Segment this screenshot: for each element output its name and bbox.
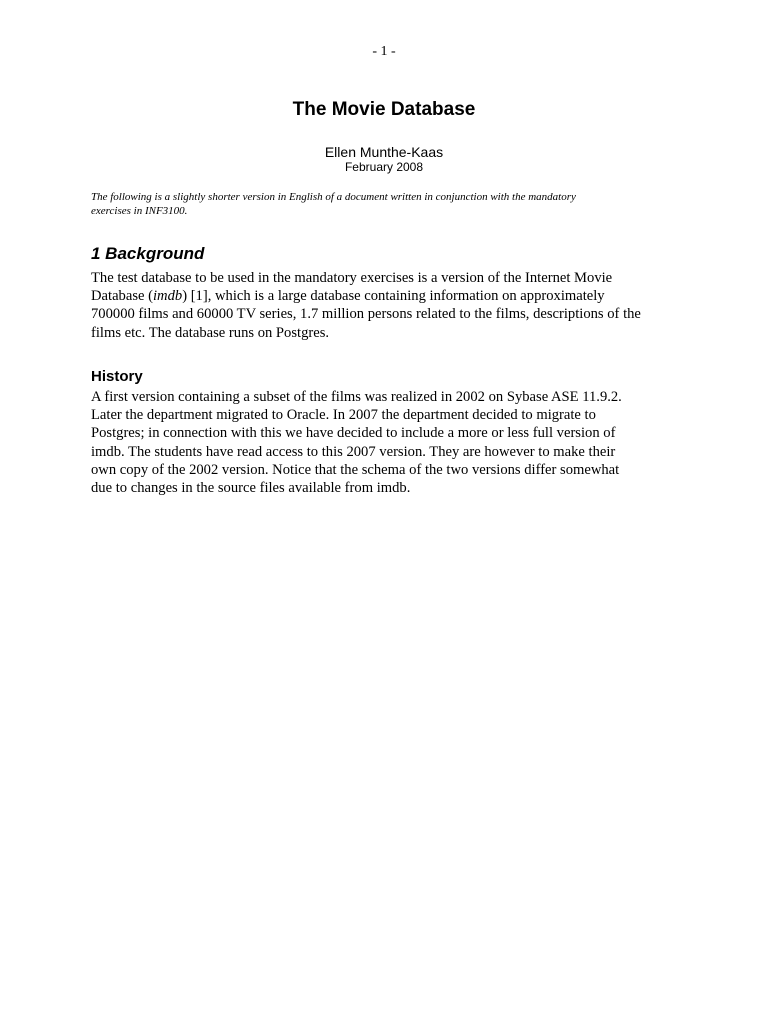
section-heading-history: History	[91, 368, 143, 385]
emphasis-imdb: imdb	[153, 288, 183, 305]
paragraph-line: The test database to be used in the mandatory exercises is a version of the Internet Movie	[91, 270, 613, 286]
publication-date: February 2008	[344, 160, 424, 174]
paragraph-line: own copy of the 2002 version. Notice that the schema of the two versions differ somewhat	[91, 461, 620, 478]
abstract	[91, 190, 681, 218]
author-name: Ellen Munthe-Kaas	[324, 144, 444, 160]
paragraph-line: Later the department migrated to Oracle. In 2007 the department decided to migrate to	[91, 407, 596, 424]
history-paragraph	[91, 388, 691, 497]
paragraph-line: due to changes in the source files available from imdb.	[91, 480, 411, 497]
text-run: ) [1], which is a large database containing information on approximately	[182, 288, 605, 305]
paragraph-line: imdb. The students have read access to this 2007 version. They are however to make their	[91, 443, 616, 460]
paragraph-line: Postgres; in connection with this we have decided to include a more or less full version of	[91, 425, 616, 442]
paragraph-line: A first version containing a subset of the films was realized in 2002 on Sybase ASE 11.9.2.	[91, 389, 622, 405]
paragraph-line	[91, 287, 691, 305]
background-paragraph	[91, 269, 691, 342]
page-number: - 1 -	[372, 44, 396, 59]
paragraph-line: films etc. The database runs on Postgres.	[91, 324, 330, 341]
abstract-line: exercises in INF3100.	[91, 205, 188, 217]
paragraph-line: 700000 films and 60000 TV series, 1.7 million persons related to the films, descriptions of the	[91, 306, 641, 323]
section-heading-background: 1 Background	[91, 244, 205, 263]
abstract-line: The following is a slightly shorter version in English of a document written in conjunction with the mandatory	[91, 191, 576, 203]
text-run: Database (	[91, 288, 153, 305]
document-title: The Movie Database	[292, 99, 476, 120]
